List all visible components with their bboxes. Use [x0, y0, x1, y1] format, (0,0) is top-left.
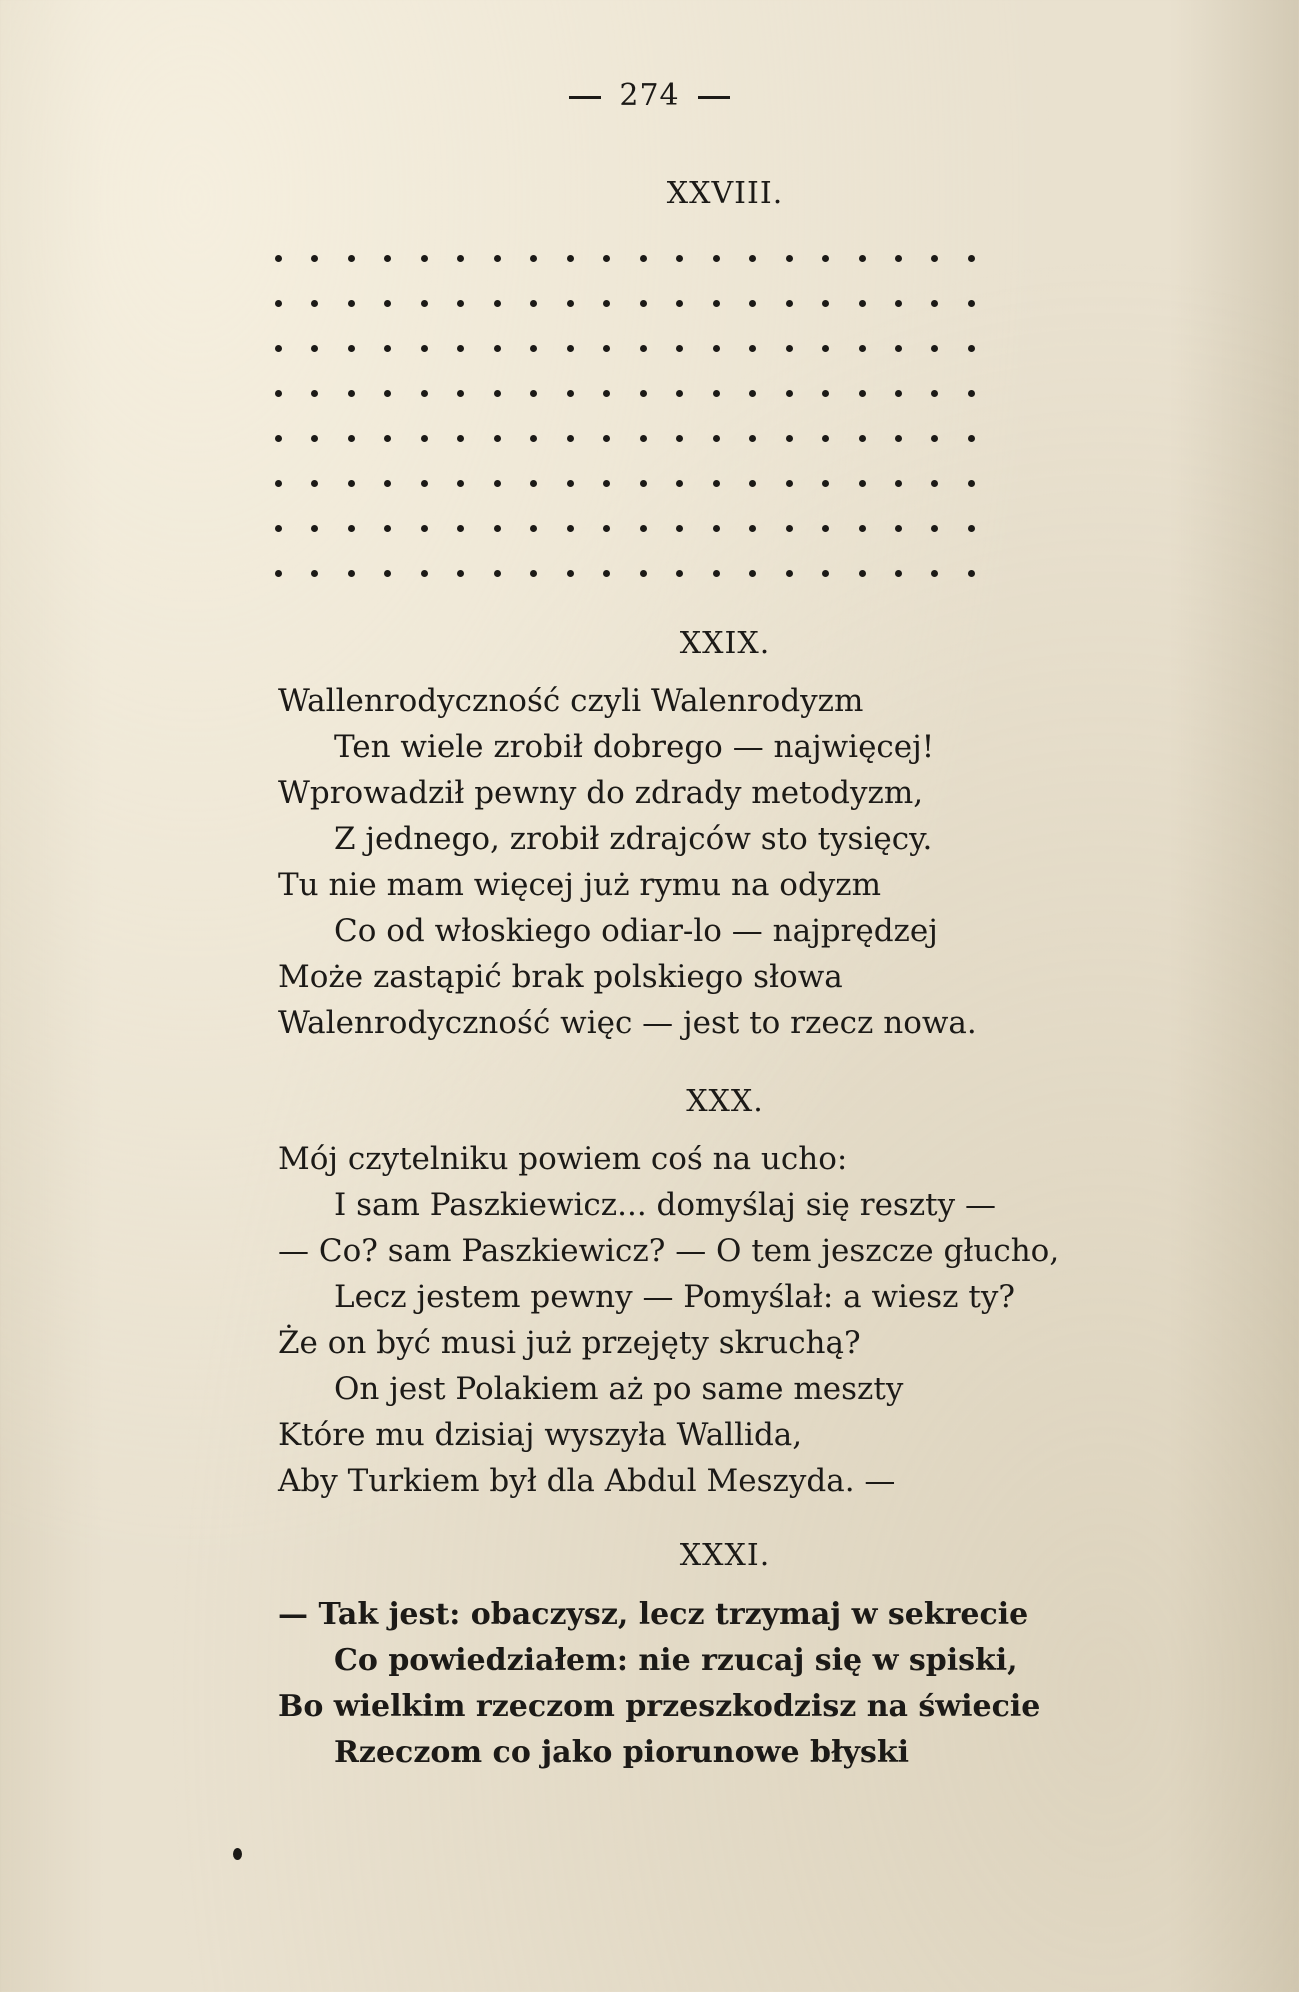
stanza-xxix [278, 678, 1178, 1046]
header-dash-right [698, 96, 730, 99]
verse-line: — Co? sam Paszkiewicz? — O tem jeszcze głucho, [278, 1233, 1060, 1269]
verse-line: I sam Paszkiewicz... domyślaj się reszty — [334, 1187, 996, 1223]
verse-line: Co powiedziałem: nie rzucaj się w spiski, [334, 1643, 1018, 1678]
dot-row [275, 371, 975, 416]
dot-row [275, 281, 975, 326]
verse-line: Aby Turkiem był dla Abdul Meszyda. — [278, 1463, 896, 1499]
verse-line: Wallenrodyczność czyli Walenrodyzm [278, 683, 864, 719]
stanza-xxx [278, 1136, 1178, 1504]
verse-line: — Tak jest: obaczysz, lecz trzymaj w sekrecie [278, 1597, 1029, 1632]
header-dash-left [569, 96, 601, 99]
page-header [0, 78, 1299, 113]
omitted-stanza-dots [275, 236, 975, 596]
section-heading-xxx: XXX. [686, 1084, 764, 1119]
verse-line: Ten wiele zrobił dobrego — najwięcej! [334, 729, 935, 765]
section-heading-xxviii: XXVIII. [666, 176, 784, 211]
verse-line: Które mu dzisiaj wyszyła Wallida, [278, 1417, 803, 1453]
dot-row [275, 461, 975, 506]
verse-line: Że on być musi już przejęty skruchą? [278, 1325, 861, 1361]
dot-row [275, 236, 975, 281]
verse-line: Lecz jestem pewny — Pomyślał: a wiesz ty? [334, 1279, 1015, 1315]
stanza-xxxi [278, 1592, 1178, 1776]
verse-line: On jest Polakiem aż po same meszty [334, 1371, 904, 1407]
page-number: 274 [619, 78, 680, 113]
dot-row [275, 326, 975, 371]
verse-line: Mój czytelniku powiem coś na ucho: [278, 1141, 848, 1177]
dot-row [275, 551, 975, 596]
dot-row [275, 416, 975, 461]
ink-spot [233, 1848, 242, 1860]
verse-line: Rzeczom co jako piorunowe błyski [334, 1735, 910, 1770]
verse-line: Walenrodyczność więc — jest to rzecz nowa. [278, 1005, 977, 1041]
verse-line: Wprowadził pewny do zdrady metodyzm, [278, 775, 924, 811]
verse-line: Z jednego, zrobił zdrajców sto tysięcy. [334, 821, 933, 857]
dot-row [275, 506, 975, 551]
verse-line: Bo wielkim rzeczom przeszkodzisz na świecie [278, 1689, 1041, 1724]
section-heading-xxix: XXIX. [679, 626, 771, 661]
section-heading-xxxi: XXXI. [679, 1538, 771, 1573]
verse-line: Może zastąpić brak polskiego słowa [278, 959, 843, 995]
verse-line: Tu nie mam więcej już rymu na odyzm [278, 867, 882, 903]
verse-line: Co od włoskiego odiar-lo — najprędzej [334, 913, 938, 949]
